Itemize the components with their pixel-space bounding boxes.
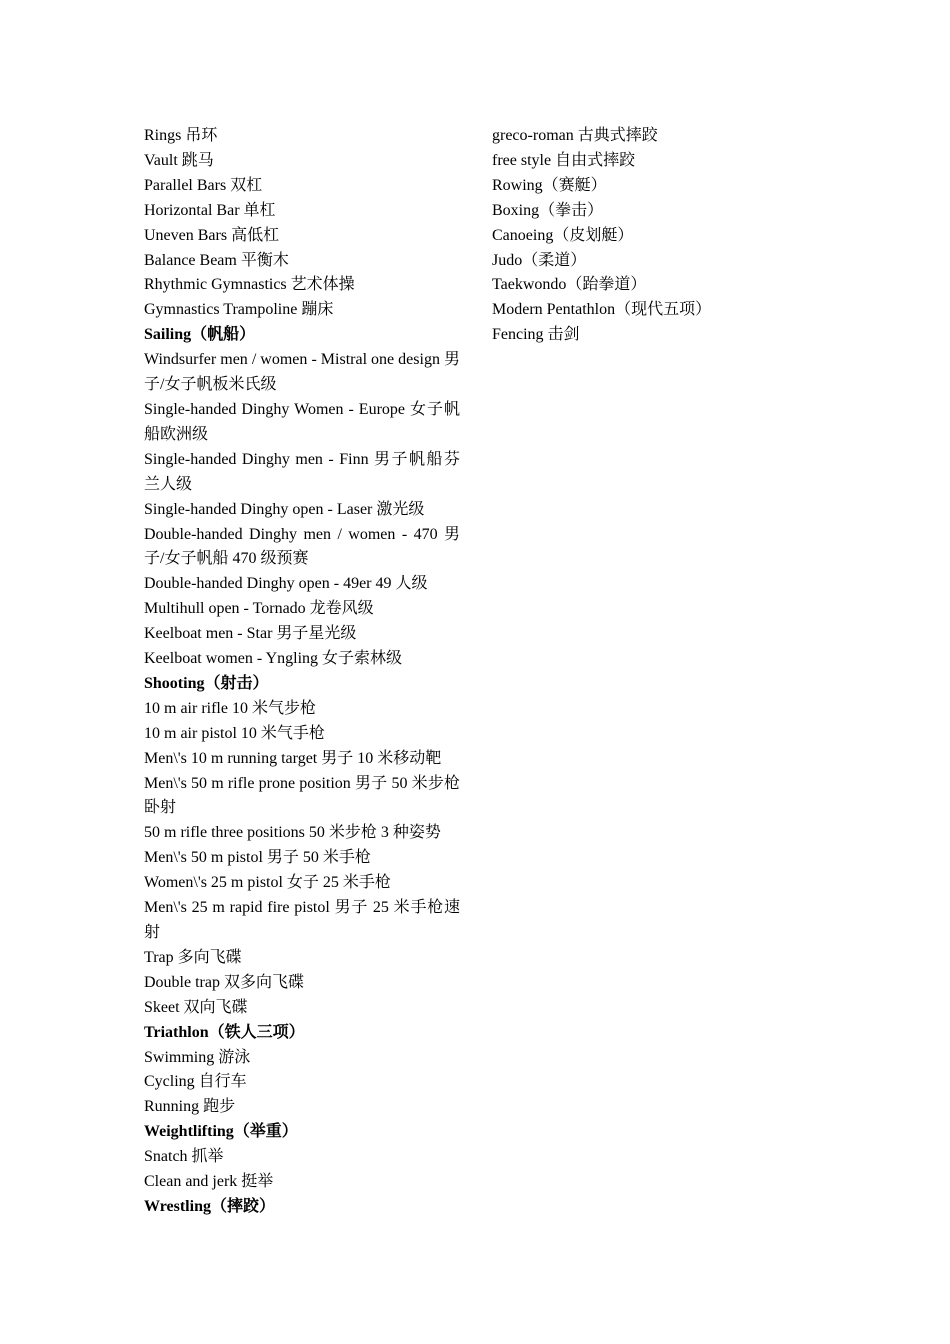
left-column [144,124,460,1220]
term-entry: Canoeing（皮划艇） [492,226,634,244]
term-entry: Uneven Bars 高低杠 [144,226,280,244]
term-entry: Rhythmic Gymnastics 艺术体操 [144,276,355,294]
term-entry: Clean and jerk 挺举 [144,1173,274,1191]
term-entry: Skeet 双向飞碟 [144,998,248,1016]
term-entry: 10 m air rifle 10 米气步枪 [144,699,316,717]
term-entry: greco-roman 古典式摔跤 [492,127,658,144]
right-column [492,124,812,348]
term-entry: Judo（柔道） [492,251,587,269]
term-entry: Boxing（拳击） [492,201,604,219]
term-entry: Keelboat women - Yngling 女子索林级 [144,650,403,668]
term-entry: Rowing（赛艇） [492,176,607,194]
term-entry: Modern Pentathlon（现代五项） [492,301,712,319]
section-heading: Triathlon（铁人三项） [144,1023,305,1041]
term-entry: Men\'s 10 m running target 男子 10 米移动靶 [144,749,442,767]
term-entry: Cycling 自行车 [144,1073,247,1091]
term-entry: Taekwondo（跆拳道） [492,276,647,294]
term-entry: Keelboat men - Star 男子星光级 [144,625,357,643]
term-entry: Double trap 双多向飞碟 [144,973,304,991]
term-entry: Snatch 抓举 [144,1148,224,1166]
term-entry: Parallel Bars 双杠 [144,176,263,194]
term-entry: Running 跑步 [144,1098,236,1116]
term-entry: Men\'s 25 m rapid fire pistol 男子 25 米手枪速射 [144,899,460,941]
section-heading: Sailing（帆船） [144,326,256,344]
term-entry: Men\'s 50 m pistol 男子 50 米手枪 [144,849,371,867]
section-heading: Weightlifting（举重） [144,1123,298,1141]
term-entry: Double-handed Dinghy men / women - 470 男子/女子帆船 470 级预赛 [144,525,460,568]
term-entry: Double-handed Dinghy open - 49er 49 人级 [144,575,428,593]
term-entry: Single-handed Dinghy men - Finn 男子帆船芬兰人级 [144,450,460,493]
term-entry: Balance Beam 平衡木 [144,251,289,269]
term-entry: Single-handed Dinghy open - Laser 激光级 [144,500,425,518]
term-entry: Swimming 游泳 [144,1048,251,1066]
term-entry: free style 自由式摔跤 [492,151,636,169]
term-entry: Gymnastics Trampoline 蹦床 [144,301,334,319]
term-entry: Women\'s 25 m pistol 女子 25 米手枪 [144,874,391,892]
term-entry: Single-handed Dinghy Women - Europe 女子帆船欧洲级 [144,400,460,443]
term-entry: Multihull open - Tornado 龙卷风级 [144,600,374,618]
term-entry: Vault 跳马 [144,151,214,169]
term-entry: Horizontal Bar 单杠 [144,201,276,219]
section-heading: Wrestling（摔跤） [144,1197,275,1215]
term-entry: Trap 多向飞碟 [144,948,242,966]
term-entry: Windsurfer men / women - Mistral one design 男子/女子帆板米氏级 [144,351,460,394]
term-entry: 10 m air pistol 10 米气手枪 [144,724,325,742]
term-entry: Rings 吊环 [144,127,218,144]
section-heading: Shooting（射击） [144,674,269,692]
term-entry: Men\'s 50 m rifle prone position 男子 50 米步枪卧射 [144,774,460,817]
term-entry: 50 m rifle three positions 50 米步枪 3 种姿势 [144,824,441,842]
term-entry: Fencing 击剑 [492,326,580,344]
